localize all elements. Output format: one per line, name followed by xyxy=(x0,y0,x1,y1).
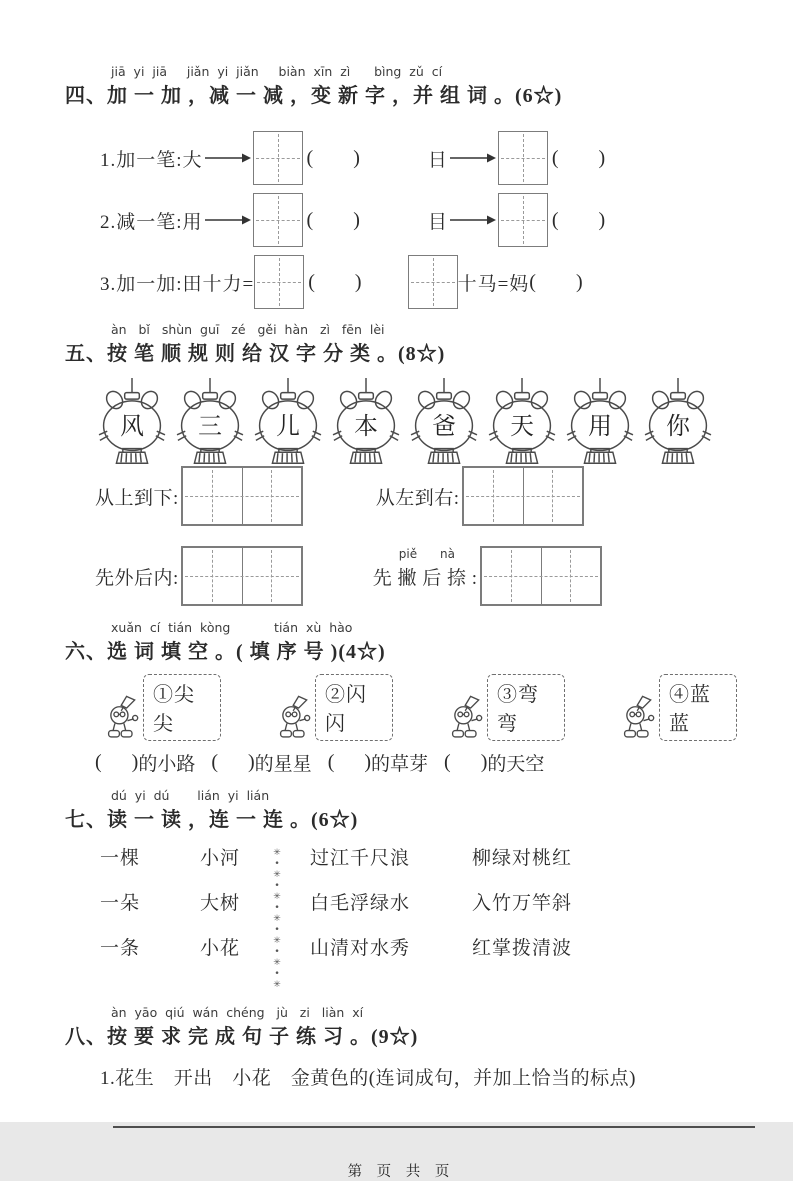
section4-row3 xyxy=(100,254,737,310)
lantern-char: 你 xyxy=(666,413,691,440)
match-item[interactable]: 小河 xyxy=(200,848,240,870)
writing-grid[interactable] xyxy=(480,546,602,606)
answer-box[interactable] xyxy=(498,131,548,185)
pig-lantern-icon xyxy=(485,378,559,466)
answer-blank[interactable]: ( ) xyxy=(444,751,487,774)
match-item[interactable]: 山清对水秀 xyxy=(310,938,410,960)
match-item[interactable]: 过江千尺浪 xyxy=(310,848,410,870)
match-col-measure-words xyxy=(100,848,140,991)
answer-blank[interactable]: ( ) xyxy=(529,271,582,294)
answer-box[interactable] xyxy=(254,255,304,309)
lantern-row xyxy=(95,378,737,466)
section-5 xyxy=(65,322,737,606)
section-4 xyxy=(65,64,737,310)
section4-title: 四、加 一 加 ，减 一 减 ，变 新 字 ，并 组 词 。(6☆) xyxy=(65,82,737,110)
section8-title: 八、按 要 求 完 成 句 子 练 习 。(9☆) xyxy=(65,1023,737,1051)
writing-grid[interactable] xyxy=(181,466,303,526)
lantern-char: 儿 xyxy=(276,413,300,440)
kid-mascot-icon xyxy=(105,695,141,741)
q1-char2: 日 xyxy=(428,145,448,172)
match-col-verse-first xyxy=(310,848,410,991)
phrase-text: 的草芽 xyxy=(371,749,428,776)
q1-label: 1.加一笔:大 xyxy=(100,145,203,172)
match-item[interactable]: 一条 xyxy=(100,938,140,960)
arrow-icon xyxy=(205,152,251,164)
category-top-to-bottom xyxy=(95,466,303,526)
match-col-verse-second xyxy=(472,848,572,991)
word-option xyxy=(105,674,221,741)
footer-divider xyxy=(113,1126,755,1128)
match-item[interactable]: 红掌拨清波 xyxy=(472,938,572,960)
answer-box[interactable] xyxy=(253,131,303,185)
page-number-footer: 第 页 共 页 xyxy=(65,1160,737,1181)
arrow-icon xyxy=(205,214,251,226)
q3-label: 3.加一加:田十力= xyxy=(100,269,254,296)
kid-mascot-icon xyxy=(277,695,313,741)
category-label: 从上到下: xyxy=(95,483,179,510)
word-option xyxy=(449,674,565,741)
answer-blank[interactable]: ( ) xyxy=(307,209,360,232)
section8-pinyin: àn yāo qiú wán chéng jù zi liàn xí xyxy=(111,1005,737,1021)
category-outside-then-inside xyxy=(95,546,303,606)
section7-title: 七、读 一 读 ，连 一 连 。(6☆) xyxy=(65,806,737,834)
phrase-item xyxy=(328,749,428,776)
match-item[interactable]: 大树 xyxy=(200,893,240,915)
pig-lantern-icon xyxy=(641,378,715,466)
lantern-char: 用 xyxy=(588,414,612,440)
answer-blank[interactable]: ( ) xyxy=(308,271,361,294)
section4-pinyin: jiā yi jiā jiǎn yi jiǎn biàn xīn zì bìng zǔ cí xyxy=(111,64,737,80)
word-options-row xyxy=(105,674,737,741)
section-6 xyxy=(65,620,737,776)
pig-lantern-icon xyxy=(407,378,481,466)
sentence-exercise-1: 1.花生 开出 小花 金黄色的(连词成句，并加上恰当的标点) xyxy=(100,1063,737,1090)
lantern-char: 本 xyxy=(354,413,378,440)
phrase-row xyxy=(95,749,737,776)
section5-title: 五、按 笔 顺 规 则 给 汉 字 分 类 。(8☆) xyxy=(65,340,737,368)
category-label: 先外后内: xyxy=(95,563,179,590)
section6-title: 六、选 词 填 空 。( 填 序 号 )(4☆) xyxy=(65,638,737,666)
matching-exercise xyxy=(100,848,737,991)
pig-lantern-icon xyxy=(173,378,247,466)
section7-pinyin: dú yi dú lián yi lián xyxy=(111,788,737,804)
lantern-char: 三 xyxy=(198,414,222,440)
writing-grid[interactable] xyxy=(181,546,303,606)
answer-blank[interactable]: ( ) xyxy=(552,147,605,170)
answer-box[interactable] xyxy=(498,193,548,247)
answer-blank[interactable]: ( ) xyxy=(552,209,605,232)
q2-char2: 目 xyxy=(428,207,448,234)
lantern-char: 风 xyxy=(120,413,144,440)
category-label: 先 撇 后 捺 : xyxy=(373,568,478,589)
section6-pinyin: xuǎn cí tián kòng tián xù hào xyxy=(111,620,737,636)
section4-row1 xyxy=(100,130,737,186)
pig-lantern-icon xyxy=(251,378,325,466)
category-left-to-right xyxy=(376,466,584,526)
word-option-label[interactable]: ③弯弯 xyxy=(487,674,565,741)
category-pinyin: piě nà xyxy=(399,547,455,561)
match-item[interactable]: 一棵 xyxy=(100,848,140,870)
answer-blank[interactable]: ( ) xyxy=(328,751,371,774)
pig-lantern-icon xyxy=(563,378,637,466)
kid-mascot-icon xyxy=(621,695,657,741)
divider-ornament: ✳•✳•✳•✳•✳•✳•✳ xyxy=(272,848,282,991)
category-rows xyxy=(95,466,737,606)
word-option-label[interactable]: ②闪闪 xyxy=(315,674,393,741)
phrase-text: 的小路 xyxy=(138,749,195,776)
arrow-icon xyxy=(450,214,496,226)
phrase-text: 的天空 xyxy=(487,749,544,776)
match-item[interactable]: 入竹万竿斜 xyxy=(472,893,572,915)
section-8 xyxy=(65,1005,737,1090)
word-option xyxy=(277,674,393,741)
pig-lantern-icon xyxy=(329,378,403,466)
pig-lantern-icon xyxy=(95,378,169,466)
section4-row2 xyxy=(100,192,737,248)
lantern-char: 爸 xyxy=(432,413,456,440)
match-item[interactable]: 白毛浮绿水 xyxy=(310,893,410,915)
phrase-item xyxy=(95,749,195,776)
match-item[interactable]: 一朵 xyxy=(100,893,140,915)
answer-box[interactable] xyxy=(253,193,303,247)
writing-grid[interactable] xyxy=(462,466,584,526)
category-label: 从左到右: xyxy=(376,483,460,510)
q3-tail: 十马=妈 xyxy=(458,269,530,296)
match-item[interactable]: 柳绿对桃红 xyxy=(472,848,572,870)
arrow-icon xyxy=(450,152,496,164)
q2-label: 2.减一笔:用 xyxy=(100,207,203,234)
phrase-item xyxy=(444,749,544,776)
phrase-item xyxy=(211,749,311,776)
category-pie-then-na xyxy=(373,546,602,606)
answer-blank[interactable]: ( ) xyxy=(95,751,138,774)
answer-blank[interactable]: ( ) xyxy=(211,751,254,774)
section5-pinyin: àn bǐ shùn guī zé gěi hàn zì fēn lèi xyxy=(111,322,737,338)
word-option xyxy=(621,674,737,741)
kid-mascot-icon xyxy=(449,695,485,741)
word-option-label[interactable]: ①尖尖 xyxy=(143,674,221,741)
phrase-text: 的星星 xyxy=(255,749,312,776)
answer-box[interactable] xyxy=(408,255,458,309)
section-7 xyxy=(65,788,737,991)
word-option-label[interactable]: ④蓝蓝 xyxy=(659,674,737,741)
lantern-char: 天 xyxy=(510,414,534,440)
answer-blank[interactable]: ( ) xyxy=(307,147,360,170)
match-col-nouns xyxy=(200,848,240,991)
match-item[interactable]: 小花 xyxy=(200,938,240,960)
